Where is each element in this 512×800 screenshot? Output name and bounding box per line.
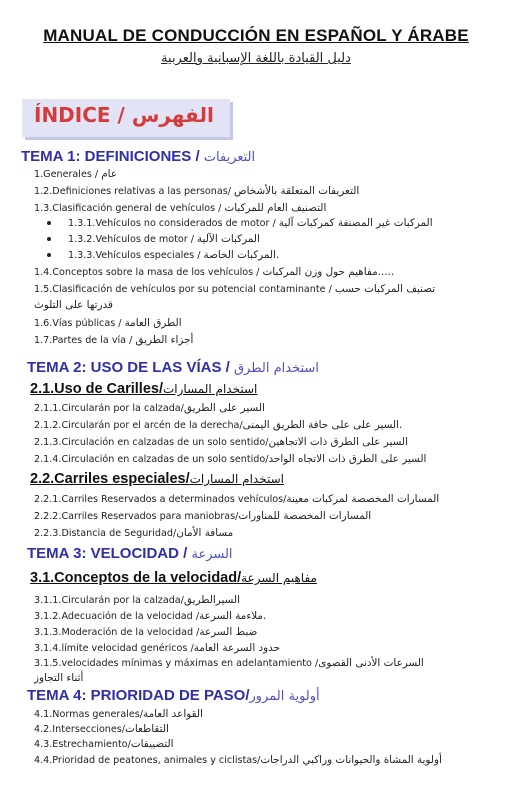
section-3-1-heading [30,570,317,587]
bullet-marker [47,221,51,225]
toc-item-es: 3.1.5.velocidades mínimas y máximas en adelantamiento / [34,658,319,669]
document-title: MANUAL DE CONDUCCIÓN EN ESPAÑOL Y ÁRABE [43,26,469,45]
toc-item-ar: قدرتها على التلوث [34,299,113,311]
toc-item-es: 1.6.Vías públicas / [34,318,122,329]
toc-item-es: 1.3.3.Vehículos especiales / [68,250,201,261]
tema4-title: TEMA 4: PRIORIDAD DE PASO/ [27,687,250,704]
toc-item-ar: المسارات المخصصة لمركبات معينة [286,493,440,505]
toc-item [34,738,174,751]
toc-item-es: 4.2.Intersecciones/ [34,724,126,735]
section-title: 2.1.Uso de Carilles/ [30,381,163,397]
toc-item-es: 3.1.3.Moderación de la velocidad / [34,627,200,638]
tema2-title-ar: استخدام الطرق [233,361,319,376]
toc-item-ar: المركبات الآلية [197,233,260,245]
bullet-marker [47,253,51,257]
toc-item-es: 1.Generales / [34,169,99,180]
index-heading-es: ÍNDICE / [34,103,125,127]
tema2-title: TEMA 2: USO DE LAS VÍAS / [27,359,230,376]
toc-item-ar: التضييقات [130,738,174,750]
toc-item [68,217,433,230]
tema1-title: TEMA 1: DEFINICIONES / [21,148,200,165]
section-title-ar: استخدام المسارات [162,382,258,396]
index-heading-ar: الفهرس [131,103,214,127]
section-title-ar: مفاهيم السرعة [241,571,317,585]
toc-item-es: 2.1.3.Circulación en calzadas de un solo sentido/ [34,437,269,448]
toc-item [34,610,266,623]
toc-item [34,402,265,415]
toc-item [34,436,408,449]
index-heading-box [22,99,230,137]
toc-item-es: 1.3.Clasificación general de vehículos / [34,203,222,214]
toc-item [34,168,117,181]
toc-item [34,453,426,466]
toc-item-ar: السيرالطريق [183,594,240,606]
toc-item-ar: السرعات الأدنى القصوى [318,657,424,669]
toc-item-ar: التعريفات المتعلقة بالأشخاص [234,185,360,197]
toc-item [34,708,203,721]
toc-item-es: 4.4.Prioridad de peatones, animales y ciclistas/ [34,755,261,766]
toc-item-ar: السير على على حافة الطريق اليمنى. [242,419,403,431]
toc-item-ar: عام [101,168,118,180]
toc-item-es: 3.1.2.Adecuación de la velocidad / [34,611,200,622]
tema3-heading [27,545,233,564]
toc-item-es: 3.1.4.límite velocidad genéricos / [34,643,194,654]
toc-item-es: 1.5.Clasificación de vehículos por su potencial contaminante / [34,284,332,295]
toc-item [34,202,326,215]
toc-item-es: 1.3.1.Vehículos no considerados de motor / [68,218,276,229]
toc-item-ar: أجزاء الطريق [135,334,194,346]
toc-item [34,657,424,670]
section-title: 2.2.Carriles especiales/ [30,471,190,487]
toc-item-es: 1.2.Definiciones relativas a las personas/ [34,186,231,197]
toc-item [34,723,169,736]
toc-item-ar: تصنيف المركبات حسب [334,283,436,295]
toc-item-ar: حدود السرعة العامة [193,642,281,654]
tema1-heading [21,148,255,167]
toc-item [34,185,359,198]
toc-item-es: 4.3.Estrechamiento/ [34,739,131,750]
tema3-title: TEMA 3: VELOCIDAD / [27,545,188,562]
toc-item-es: 1.3.2.Vehículos de motor / [68,234,194,245]
section-2-1-heading [30,381,257,398]
toc-item-es: 2.1.2.Circularán por el arcén de la derecha/ [34,420,243,431]
toc-item-ar: القواعد العامة [143,708,203,720]
toc-item-ar: المركبات غير المصنفة كمركبات آلية [278,217,433,229]
toc-item-ar: مفاهيم حول وزن المركبات..... [262,266,395,278]
toc-item-ar: ملاءمة السرعة. [199,610,267,622]
toc-item-es: 2.1.4.Circulación en calzadas de un solo sentido/ [34,454,269,465]
tema3-title-ar: السرعة [191,547,233,562]
toc-item-ar: أثناء التجاوز [34,672,84,684]
toc-item-continuation [34,299,113,312]
toc-item [34,419,402,432]
index-heading [34,103,214,127]
toc-item-es: 1.7.Partes de la vía / [34,335,133,346]
toc-item-ar: التقاطعات [125,723,169,735]
toc-item [34,334,193,347]
tema1-title-ar: التعريفات [203,150,256,165]
toc-item-ar: السير على الطرق ذات الاتجاه الواحد [268,453,427,465]
section-2-2-heading [30,471,284,488]
document-subtitle: دليل القيادة باللغة الإسبانية والعربية [161,51,351,66]
bullet-marker [47,237,51,241]
toc-item [34,626,257,639]
toc-item-ar: السير على الطريق [183,402,265,414]
toc-item-ar: ضبط السرعة [199,626,258,638]
toc-item-ar: الطرق العامة [124,317,182,329]
tema4-heading [27,687,320,706]
toc-item-es: 2.2.3.Distancia de Seguridad/ [34,528,177,539]
toc-item [68,249,279,262]
toc-item [34,493,439,506]
toc-item [34,527,233,540]
toc-item-es: 3.1.1.Circularán por la calzada/ [34,595,184,606]
section-title: 3.1.Conceptos de la velocidad/ [30,570,242,586]
toc-item [34,642,280,655]
section-title-ar: استخدام المسارات [189,472,284,486]
toc-item-ar: التصنيف العام للمركبات [224,202,327,214]
toc-item [34,754,442,767]
toc-item [34,283,435,296]
toc-item-es: 2.2.2.Carriles Reservados para maniobras/ [34,511,239,522]
toc-item-es: 4.1.Normas generales/ [34,709,143,720]
toc-item-ar: المسارات المخصصة للمناورات [238,510,372,522]
toc-item [34,510,371,523]
toc-item [34,266,394,279]
toc-item-ar: المركبات الخاصة. [203,249,280,261]
tema4-title-ar: أولوية المرور [249,689,320,704]
toc-item-es: 2.1.1.Circularán por la calzada/ [34,403,184,414]
toc-item [34,317,182,330]
toc-item-ar: مسافة الأمان [176,527,234,539]
toc-item-ar: السير على الطرق ذات الاتجاهين [268,436,408,448]
toc-item-continuation [34,672,83,685]
tema2-heading [27,359,319,378]
toc-item [34,594,240,607]
toc-item [68,233,260,246]
toc-item-ar: أولوية المشاة والحيوانات وراكبي الدراجات [260,754,442,766]
toc-item-es: 1.4.Conceptos sobre la masa de los vehículos / [34,267,260,278]
toc-item-es: 2.2.1.Carriles Reservados a determinados vehículos/ [34,494,287,505]
